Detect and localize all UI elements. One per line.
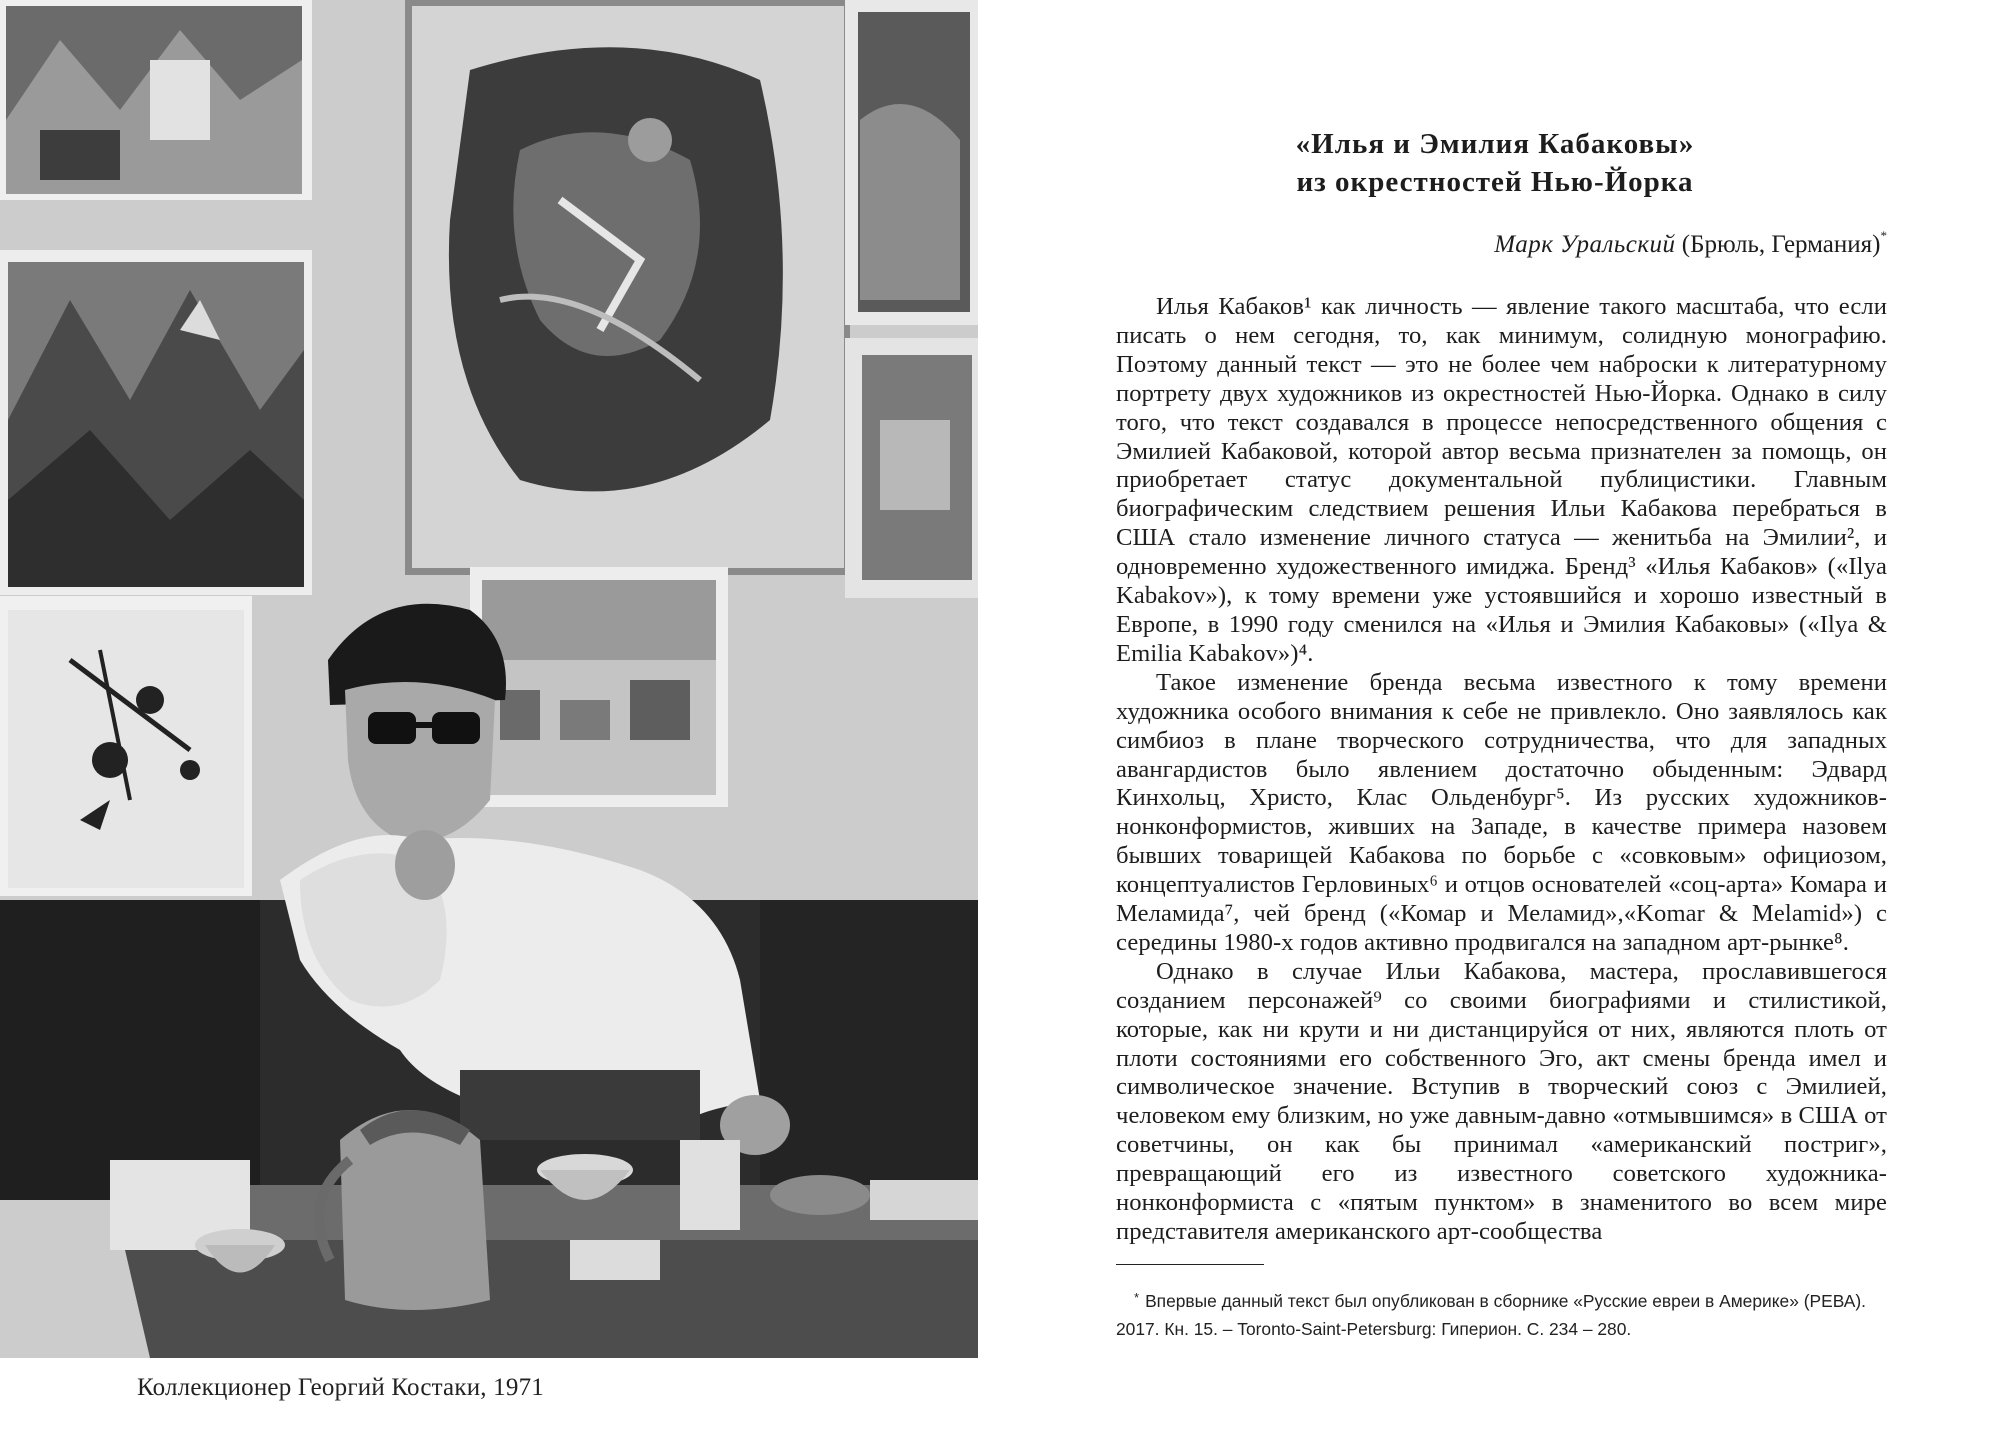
article-title-line-2: из окрестностей Нью-Йорка <box>1296 166 1694 198</box>
author-location: (Брюль, Германия) <box>1675 231 1881 258</box>
paragraph: Однако в случае Ильи Кабакова, мастера, прославившегося созданием персонажей⁹ со своими биографиями и стилистикой, которые, как ни крути и ни дистанцируйся от них, являются плоть от плоти состояниями его собственного Эго, акт смены бренда имел и символическое значение. Вступив в творческий союз с Эмилией, человеком ему близким, но уже давным-давно «отмывшимся» в США от советчины, он как бы принимал «американский постриг», превращающий его из известного советского художника-нонконформиста с «пятым пунктом» в знаменитого во всем мире представителя американского арт-сообщества <box>1116 957 1887 1245</box>
painting-lower-left <box>0 596 252 896</box>
painting-top-left <box>0 0 312 200</box>
painting-abstract-large <box>405 0 850 575</box>
paragraph: Илья Кабаков¹ как личность — явление такого масштаба, что если писать о нем сегодня, то, как минимум, солидную монографию. Поэтому данный текст — это не более чем наброски к литературному портрету двух художников из окрестностей Нью-Йорка. Однако в силу того, что текст создавался в процессе непосредственного общения с Эмилией Кабаковой, которой автор весьма признателен за помощь, он приобретает статус документальной публицистики. Главным биографическим следствием решения Ильи Кабакова перебраться в США стало изменение личного статуса — женитьба на Эмилии², и одновременно художественного имиджа. Бренд³ «Илья Кабаков» («Ilya Kabakov»), к тому времени уже устоявшийся и хорошо известный в Европе, в 1990 году сменился на «Илья и Эмилия Кабаковы» («Ilya & Emilia Kabakov»)⁴. <box>1116 293 1887 667</box>
footnote-text: Впервые данный текст был опубликован в сборнике «Русские евреи в Америке» (РЕВА). 2017. Кн. 15. – Toronto-Saint-Petersburg: Гиперион. С. 234 – 280. <box>1116 1291 1866 1339</box>
author-name: Марк Уральский <box>1494 231 1676 258</box>
footnote-mark: * <box>1134 1290 1140 1305</box>
article-body <box>1116 293 1887 1247</box>
paragraph: Такое изменение бренда весьма известного к тому времени художника особого внимания к себе не привлекло. Оно заявлялось как симбиоз в плане творческого сотрудничества, что для западных авангардистов было явлением достаточно обыденным: Эдвард Кинхольц, Христо, Клас Ольденбург⁵. Из русских художников-нонконформистов, живших на Западе, в качестве примера назовем бывших товарищей Кабакова по борьбе с «совковым» официозом, концептуалистов Герловиных⁶ и отцов основателей «соц-арта» Комара и Меламида⁷, чей бренд («Комар и Меламид»,«Komar & Melamid») с середины 1980-х годов активно продвигался на западном арт-рынке⁸. <box>1116 668 1887 956</box>
kettle <box>319 1110 490 1310</box>
painting-mountains <box>0 250 312 595</box>
author-footnote-mark: * <box>1880 228 1887 243</box>
painting-right-middle <box>845 338 978 598</box>
painting-city <box>470 567 728 807</box>
photo-caption: Коллекционер Георгий Костаки, 1971 <box>137 1374 544 1401</box>
article-title-line-1: «Илья и Эмилия Кабаковы» <box>1295 128 1695 160</box>
painting-right-top <box>845 0 978 325</box>
footnote-divider <box>1116 1264 1264 1265</box>
author-line <box>1494 228 1887 259</box>
photograph <box>0 0 978 1358</box>
footnote <box>1116 1284 1887 1343</box>
